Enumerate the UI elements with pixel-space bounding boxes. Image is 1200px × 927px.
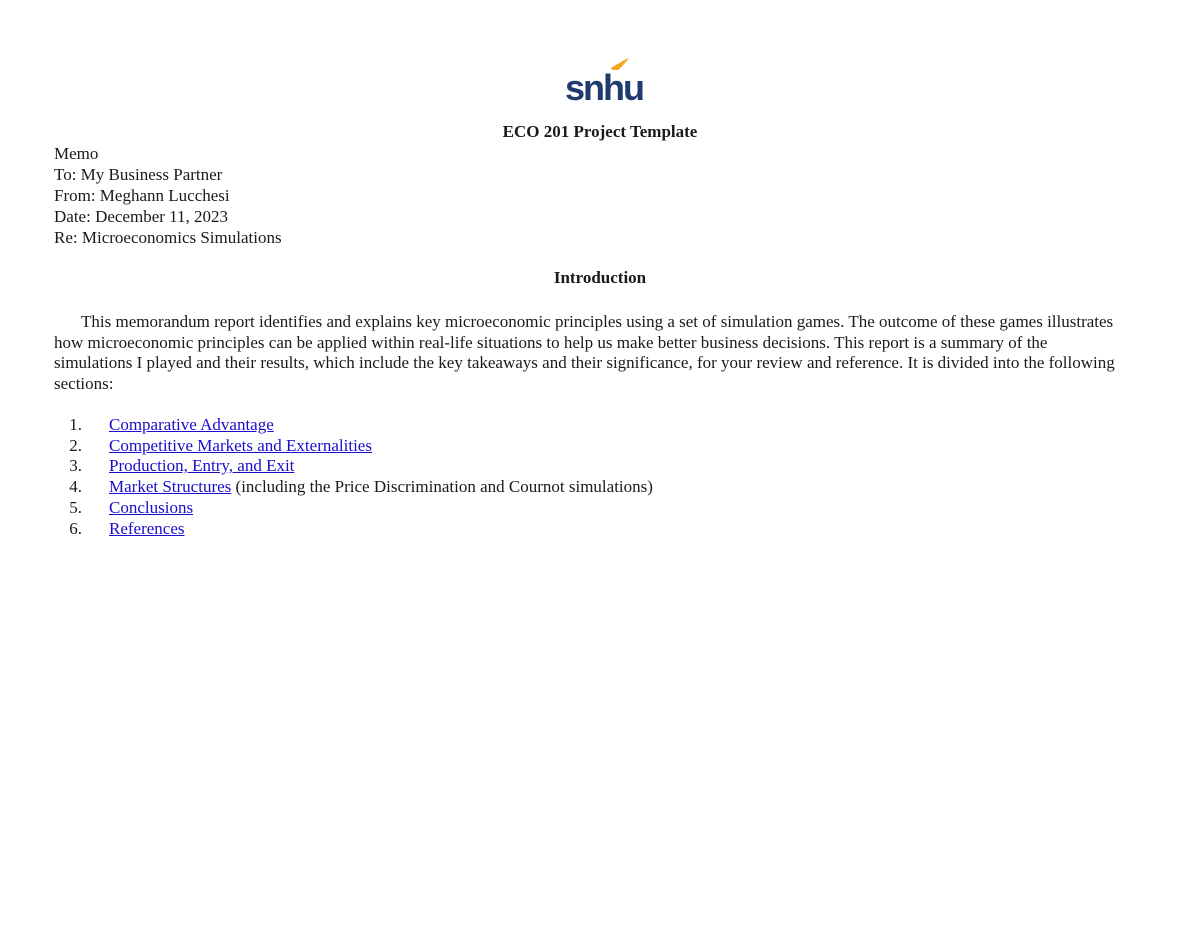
list-item — [54, 519, 653, 540]
list-number: 3. — [69, 456, 82, 476]
section-link-conclusions[interactable]: Conclusions — [109, 497, 194, 517]
list-item — [54, 456, 653, 477]
logo-wordmark: snhu — [565, 67, 643, 108]
list-item — [54, 436, 653, 457]
section-link-references[interactable]: References — [109, 518, 185, 538]
memo-re: Re: Microeconomics Simulations — [54, 228, 282, 247]
memo-header — [54, 143, 282, 248]
memo-date: Date: December 11, 2023 — [54, 207, 229, 226]
list-number: 1. — [69, 415, 82, 434]
list-number: 2. — [69, 435, 82, 455]
memo-from: From: Meghann Lucchesi — [54, 186, 230, 205]
section-link-comparative-advantage[interactable]: Comparative Advantage — [109, 415, 274, 434]
snhu-logo — [565, 56, 643, 108]
memo-label: Memo — [54, 144, 99, 163]
list-number: 6. — [69, 518, 82, 538]
memo-to: To: My Business Partner — [54, 165, 223, 184]
list-number: 4. — [69, 477, 82, 497]
introduction-heading: Introduction — [553, 268, 647, 287]
introduction-paragraph: This memorandum report identifies and explains key microeconomic principles using a set of simulation games. The outcome of these games illustrates how microeconomic principles can be applied within real-life situations to help us make better business decisions. This report is a summary of the simulations I played and their results, which include the key takeaways and their significance, for your review and reference. It is divided into the following sections: — [54, 312, 1115, 393]
list-item — [54, 498, 653, 519]
list-item — [54, 477, 653, 498]
list-suffix: (including the Price Discrimination and Cournot simulations) — [231, 477, 653, 497]
section-link-competitive-markets[interactable]: Competitive Markets and Externalities — [109, 435, 372, 455]
document-title: ECO 201 Project Template — [502, 122, 698, 141]
section-link-production-entry-exit[interactable]: Production, Entry, and Exit — [109, 456, 295, 476]
list-item — [54, 415, 653, 436]
section-link-market-structures[interactable]: Market Structures — [109, 477, 232, 497]
list-number: 5. — [69, 497, 82, 517]
sections-list — [54, 415, 653, 539]
